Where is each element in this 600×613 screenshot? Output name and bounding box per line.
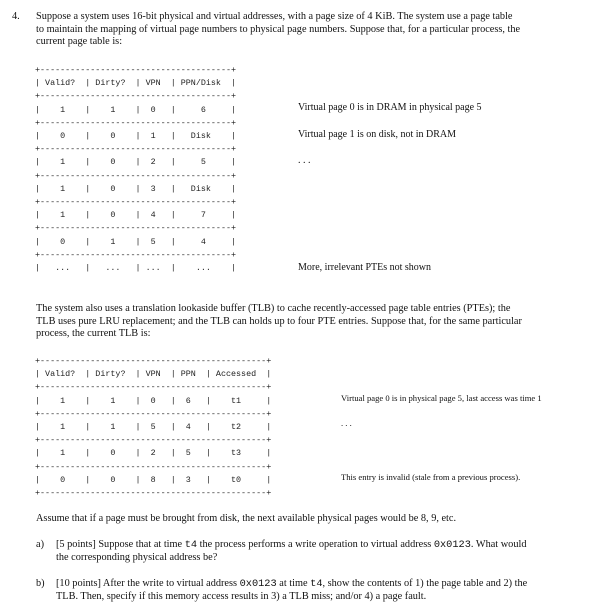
part-b-line-1 (56, 578, 527, 591)
problem-intro-line-1: Suppose a system uses 16-bit physical and virtual addresses, with a page size of 4 KiB. The system use a page table (36, 11, 513, 22)
assumption-text: Assume that if a page must be brought from disk, the next available physical pages would be 8, 9, etc. (36, 513, 457, 524)
part-a-address: 0x0123 (433, 539, 471, 551)
tlb-table: +---------------------------------------------+ | Valid? | Dirty? | VPN | PPN | Accessed | +---------------------------------------------+ | 1 | 1 | 0 | 6 | t1 | +---------------------------------------------+ | 1 | 1 | 5 | 4 | t2 | +---------------------------------------------+ | 1 | 0 | 2 | 5 | t3 | +---------------------------------------------+ | 0 | 0 | 8 | 3 | t0 | +---------------------------------------------+ (35, 356, 272, 499)
part-a-time: t4 (184, 539, 198, 551)
page-table-note-2: . . . (298, 155, 311, 166)
problem-intro-line-3: current page table is: (36, 36, 123, 47)
tlb-intro-line-2: TLB uses pure LRU replacement; and the TLB can holds up to four PTE entries. Suppose that, for the same particular (36, 315, 522, 327)
page-table: +--------------------------------------+ | Valid? | Dirty? | VPN | PPN/Disk | +--------------------------------------+ | 1 | 1 | 0 | 6 | +--------------------------------------+ | 0 | 0 | 1 | Disk | +--------------------------------------+ | 1 | 0 | 2 | 5 | +--------------------------------------+ | 1 | 0 | 3 | Disk | +--------------------------------------+ | 1 | 0 | 4 | 7 | +--------------------------------------+ | 0 | 1 | 5 | 4 | +--------------------------------------+ | ... | ... | ... | ... | (35, 65, 237, 274)
part-b-line-2: TLB. Then, specify if this memory access results in 3) a TLB miss; and/or 4) a page fault. (56, 590, 427, 602)
part-a-line-2: the corresponding physical address be? (56, 551, 218, 563)
tlb-note-2: This entry is invalid (stale from a previous process). (341, 472, 521, 482)
part-a-line-1 (56, 539, 526, 552)
tlb-intro-line-3: process, the current TLB is: (36, 328, 151, 339)
page-table-note-3: More, irrelevant PTEs not shown (298, 262, 432, 273)
part-b-post: , show the contents of 1) the page table and 2) the (322, 578, 528, 589)
problem-number: 4. (12, 11, 20, 22)
tlb-note-0: Virtual page 0 is in physical page 5, last access was time 1 (341, 393, 542, 403)
part-a-pre: [5 points] Suppose that at time (56, 539, 185, 550)
page-table-note-0: Virtual page 0 is in DRAM in physical page 5 (298, 102, 482, 113)
part-b-pre: [10 points] After the write to virtual address (56, 578, 240, 589)
part-a-post: . What would (470, 539, 527, 550)
problem-intro-line-2: to maintain the mapping of virtual page numbers to physical page numbers. Suppose that, for a particular process, the (36, 23, 521, 35)
part-b-label: b) (36, 578, 45, 589)
page-table-note-1: Virtual page 1 is on disk, not in DRAM (298, 129, 457, 140)
part-a-mid: the process performs a write operation to virtual address (197, 539, 434, 550)
tlb-intro-line-1: The system also uses a translation lookaside buffer (TLB) to cache recently-accessed page table entries (PTEs); the (36, 303, 511, 314)
part-a-label: a) (36, 539, 44, 550)
tlb-note-1: . . . (341, 418, 352, 428)
part-b-time: t4 (310, 578, 323, 590)
part-b-address: 0x0123 (239, 578, 277, 590)
part-b-mid: at time (276, 578, 311, 589)
